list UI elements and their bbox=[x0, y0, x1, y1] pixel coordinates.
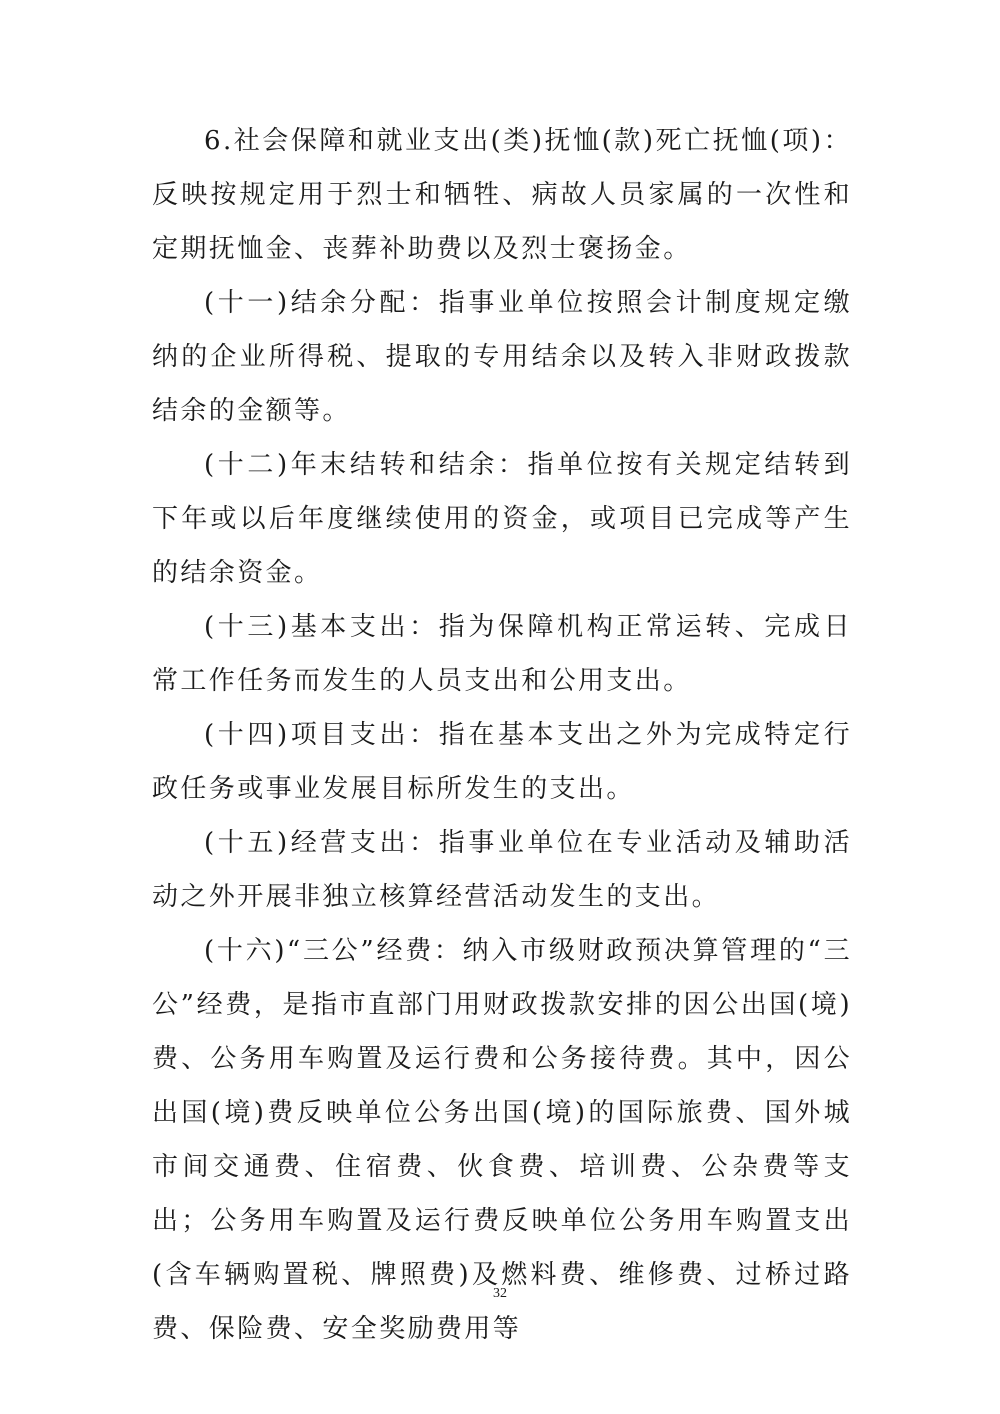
paragraph-three-public-expenses: (十六)“三公”经费：纳入市级财政预决算管理的“三公”经费，是指市直部门用财政拨款安排的因公出国(境)费、公务用车购置及运行费和公务接待费。其中，因公出国(境)费反映单位公务出国(境)的国际旅费、国外城市间交通费、住宿费、伙食费、培训费、公杂费等支出；公务用车购置及运行费反映单位公务用车购置支出(含车辆购置税、牌照费)及燃料费、维修费、过桥过路费、保险费、安全奖励费用等 bbox=[152, 936, 852, 1344]
paragraph-basic-expenditure: (十三)基本支出：指为保障机构正常运转、完成日常工作任务而发生的人员支出和公用支出。 bbox=[152, 612, 852, 696]
paragraph-operating-expenditure: (十五)经营支出：指事业单位在专业活动及辅助活动之外开展非独立核算经营活动发生的支出。 bbox=[152, 828, 852, 912]
paragraph-project-expenditure: (十四)项目支出：指在基本支出之外为完成特定行政任务或事业发展目标所发生的支出。 bbox=[152, 720, 852, 804]
paragraph-death-pension: 6.社会保障和就业支出(类)抚恤(款)死亡抚恤(项)：反映按规定用于烈士和牺牲、病故人员家属的一次性和定期抚恤金、丧葬补助费以及烈士褒扬金。 bbox=[152, 126, 852, 264]
paragraph-year-end-carryover: (十二)年末结转和结余：指单位按有关规定结转到下年或以后年度继续使用的资金，或项目已完成等产生的结余资金。 bbox=[152, 450, 852, 588]
document-body bbox=[152, 114, 852, 1356]
page-number: 32 bbox=[493, 1286, 507, 1301]
paragraph-surplus-distribution: (十一)结余分配：指事业单位按照会计制度规定缴纳的企业所得税、提取的专用结余以及转入非财政拨款结余的金额等。 bbox=[152, 288, 852, 426]
